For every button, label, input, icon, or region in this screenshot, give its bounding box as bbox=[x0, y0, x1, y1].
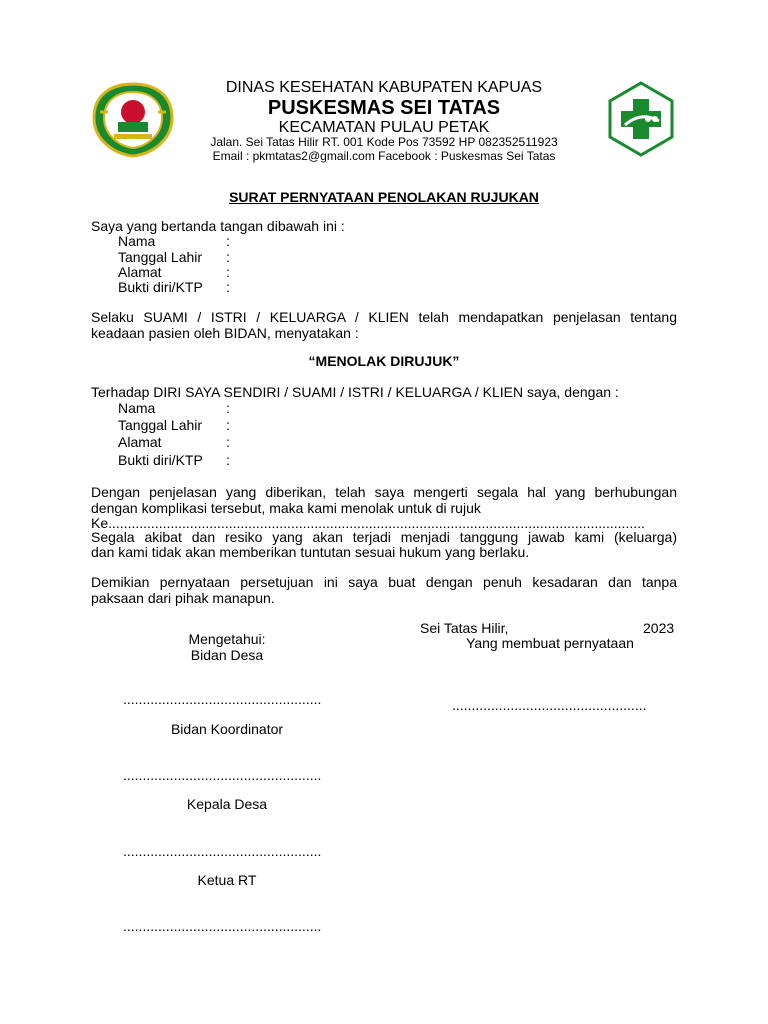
field-colon: : bbox=[226, 233, 230, 249]
refusal-statement: “MENOLAK DIRUJUK” bbox=[308, 353, 460, 369]
kepala-desa-label: Kepala Desa bbox=[186, 796, 268, 812]
field-colon: : bbox=[226, 249, 230, 265]
role-statement-line-2: keadaan pasien oleh BIDAN, menyatakan : bbox=[91, 325, 359, 341]
explanation-line-1: Dengan penjelasan yang diberikan, telah saya mengerti segala hal yang berhubungan bbox=[91, 484, 677, 500]
referral-destination-field[interactable]: Ke.......................................................................................................................................... bbox=[91, 515, 645, 531]
signature-line-ketua-rt[interactable]: ................................................... bbox=[123, 918, 322, 934]
field-colon: : bbox=[226, 264, 230, 280]
document-title: SURAT PERNYATAAN PENOLAKAN RUJUKAN bbox=[229, 189, 539, 205]
signing-place: Sei Tatas Hilir, bbox=[420, 620, 509, 636]
address-field[interactable] bbox=[236, 434, 456, 450]
name-field[interactable] bbox=[236, 233, 456, 249]
identity-block-2 bbox=[118, 400, 518, 470]
birthdate-field[interactable] bbox=[236, 249, 456, 265]
field-label: Bukti diri/KTP bbox=[118, 279, 203, 295]
regency-emblem-icon bbox=[92, 82, 174, 158]
bidan-koordinator-label: Bidan Koordinator bbox=[170, 721, 284, 737]
intro-text: Saya yang bertanda tangan dibawah ini : bbox=[91, 218, 345, 234]
field-colon: : bbox=[226, 417, 230, 433]
signature-line-maker[interactable]: .................................................. bbox=[452, 697, 647, 713]
field-label: Tanggal Lahir bbox=[118, 417, 203, 433]
closing-line-2: paksaan dari pihak manapun. bbox=[91, 590, 275, 606]
field-label: Alamat bbox=[118, 264, 162, 280]
field-label: Tanggal Lahir bbox=[118, 249, 203, 265]
field-colon: : bbox=[226, 434, 230, 450]
explanation-line-2: dengan komplikasi tersebut, maka kami menolak untuk di rujuk bbox=[91, 500, 481, 516]
field-label: Alamat bbox=[118, 434, 162, 450]
puskesmas-name: PUSKESMAS SEI TATAS bbox=[267, 97, 501, 119]
field-label: Nama bbox=[118, 233, 156, 249]
identity-block-1 bbox=[118, 233, 518, 297]
explanation-line-4: Segala akibat dan resiko yang akan terjadi menjadi tanggung jawab kami (keluarga) bbox=[91, 529, 677, 545]
acknowledged-label: Mengetahui: bbox=[188, 631, 266, 647]
field-label: Nama bbox=[118, 400, 156, 416]
contact-line: Email : pkmtatas2@gmail.com Facebook : Puskesmas Sei Tatas bbox=[212, 149, 556, 163]
signature-line-bidan-desa[interactable]: ................................................... bbox=[123, 691, 322, 707]
puskesmas-cross-icon bbox=[603, 81, 679, 157]
id-card-field[interactable] bbox=[236, 452, 456, 468]
address-field[interactable] bbox=[236, 264, 456, 280]
field-colon: : bbox=[226, 400, 230, 416]
explanation-line-5: dan kami tidak akan memberikan tuntutan sesuai hukum yang berlaku. bbox=[91, 544, 530, 560]
name-field[interactable] bbox=[236, 400, 456, 416]
bidan-desa-label: Bidan Desa bbox=[190, 647, 264, 663]
birthdate-field[interactable] bbox=[236, 417, 456, 433]
signature-line-kepala-desa[interactable]: ................................................... bbox=[123, 843, 322, 859]
role-statement-line-1: Selaku SUAMI / ISTRI / KELUARGA / KLIEN telah mendapatkan penjelasan tentang bbox=[91, 309, 677, 325]
field-label: Bukti diri/KTP bbox=[118, 452, 203, 468]
field-colon: : bbox=[226, 452, 230, 468]
subject-line: Terhadap DIRI SAYA SENDIRI / SUAMI / ISTRI / KELUARGA / KLIEN saya, dengan : bbox=[91, 384, 619, 400]
district-name: KECAMATAN PULAU PETAK bbox=[278, 119, 490, 136]
id-card-field[interactable] bbox=[236, 279, 456, 295]
closing-line-1: Demikian pernyataan persetujuan ini saya buat dengan penuh kesadaran dan tanpa bbox=[91, 574, 677, 590]
address-line: Jalan. Sei Tatas Hilir RT. 001 Kode Pos 73592 HP 082352511923 bbox=[210, 135, 558, 149]
field-colon: : bbox=[226, 279, 230, 295]
maker-label: Yang membuat pernyataan bbox=[466, 635, 634, 651]
ketua-rt-label: Ketua RT bbox=[197, 872, 257, 888]
agency-name: DINAS KESEHATAN KABUPATEN KAPUAS bbox=[225, 79, 543, 96]
signing-year: 2023 bbox=[643, 620, 675, 636]
signature-line-bidan-koordinator[interactable]: ................................................... bbox=[123, 767, 322, 783]
